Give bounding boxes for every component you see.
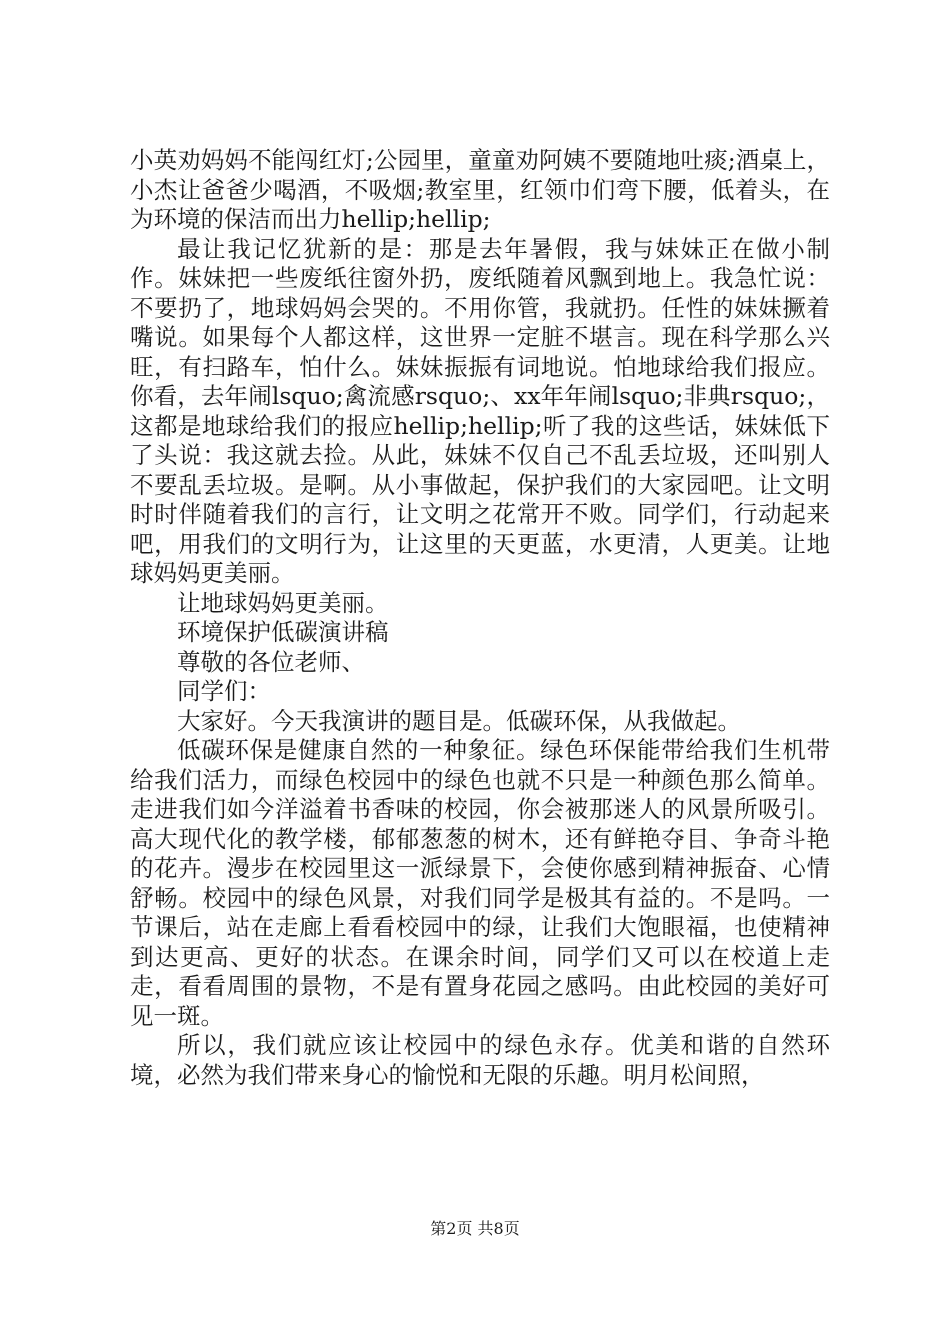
paragraph: 小英劝妈妈不能闯红灯;公园里，童童劝阿姨不要随地吐痰;酒桌上，小杰让爸爸少喝酒，不吸烟;教室里，红领巾们弯下腰，低着头，在为环境的保洁而出力hellip;hellip; [130, 146, 830, 233]
paragraph: 大家好。今天我演讲的题目是。低碳环保，从我做起。 [177, 706, 741, 735]
paragraph: 同学们： [177, 677, 271, 705]
paragraph: 所以，我们就应该让校园中的绿色永存。优美和谐的自然环境，必然为我们带来身心的愉悦和无限的乐趣。明月松间照， [130, 1031, 830, 1089]
page-number-footer: 第2页 共8页 [430, 1219, 520, 1238]
body-text [130, 146, 830, 1090]
paragraph: 环境保护低碳演讲稿 [177, 618, 389, 646]
paragraph: 尊敬的各位老师、 [177, 647, 365, 676]
paragraph: 低碳环保是健康自然的一种象征。绿色环保能带给我们生机带给我们活力，而绿色校园中的绿色也就不只是一种颜色那么简单。走进我们如今洋溢着书香味的校园，你会被那迷人的风景所吸引。高大现代化的教学楼，郁郁葱葱的树木，还有鲜艳夺目、争奇斗艳的花卉。漫步在校园里这一派绿景下，会使你感到精神振奋、心情舒畅。校园中的绿色风景，对我们同学是极其有益的。不是吗。一节课后，站在走廊上看看校园中的绿，让我们大饱眼福，也使精神到达更高、更好的状态。在课余时间，同学们又可以在校道上走走，看看周围的景物，不是有置身花园之感吗。由此校园的美好可见一斑。 [130, 736, 830, 1030]
paragraph: 最让我记忆犹新的是：那是去年暑假，我与妹妹正在做小制作。妹妹把一些废纸往窗外扔，废纸随着风飘到地上。我急忙说：不要扔了，地球妈妈会哭的。不用你管，我就扔。任性的妹妹撅着嘴说。如果每个人都这样，这世界一定脏不堪言。现在科学那么兴旺，有扫路车，怕什么。妹妹振振有词地说。怕地球给我们报应。你看，去年闹lsquo;禽流感rsquo;、xx年年闹lsquo;非典rsquo;，这都是地球给我们的报应hellip;hellip;听了我的这些话，妹妹低下了头说：我这就去捡。从此，妹妹不仅自己不乱丢垃圾，还叫别人不要乱丢垃圾。是啊。从小事做起，保护我们的大家园吧。让文明时时伴随着我们的言行，让文明之花常开不败。同学们，行动起来吧，用我们的文明行为，让这里的天更蓝，水更清，人更美。让地球妈妈更美丽。 [130, 234, 830, 587]
paragraph: 让地球妈妈更美丽。 [177, 588, 389, 617]
